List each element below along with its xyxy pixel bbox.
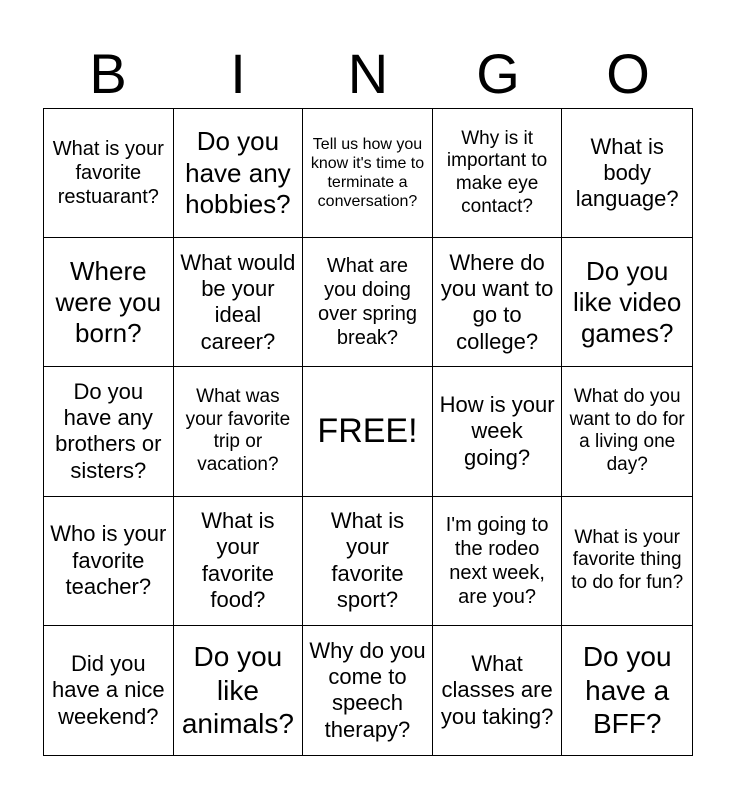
bingo-cell-text: Why do you come to speech therapy? xyxy=(309,637,426,742)
bingo-cell-text: What is your favorite thing to do for fun? xyxy=(571,526,684,594)
bingo-card-grid xyxy=(43,108,693,756)
bingo-cell-text: I'm going to the rodeo next week, are you? xyxy=(445,513,549,608)
header-letter-b: B xyxy=(89,42,127,105)
bingo-cell-text: Where do you want to go to college? xyxy=(440,249,554,354)
bingo-cell-text: What are you doing over spring break? xyxy=(318,255,417,350)
header-letter-g: G xyxy=(476,42,520,105)
free-space-text: FREE! xyxy=(317,412,418,451)
bingo-cell[interactable] xyxy=(433,626,563,755)
bingo-cell[interactable] xyxy=(44,497,174,626)
bingo-cell-text: Do you like video games? xyxy=(572,255,682,348)
bingo-cell[interactable] xyxy=(303,109,433,238)
bingo-cell[interactable] xyxy=(44,626,174,755)
free-space-cell[interactable] xyxy=(303,367,433,496)
bingo-cell-text: What do you want to do for a living one day? xyxy=(569,385,685,476)
bingo-cell-text: Who is your favorite teacher? xyxy=(50,521,167,599)
bingo-cell[interactable] xyxy=(174,367,304,496)
bingo-cell[interactable] xyxy=(433,238,563,367)
bingo-cell[interactable] xyxy=(433,497,563,626)
bingo-cell-text: Do you have any brothers or sisters? xyxy=(55,378,162,483)
bingo-cell[interactable] xyxy=(303,238,433,367)
bingo-cell-text: What was your favorite trip or vacation? xyxy=(185,385,291,476)
bingo-cell[interactable] xyxy=(433,109,563,238)
bingo-cell-text: What is your favorite restuarant? xyxy=(52,138,164,209)
bingo-cell-text: Do you have a BFF? xyxy=(582,641,672,740)
bingo-cell[interactable] xyxy=(174,238,304,367)
bingo-cell-text: What would be your ideal career? xyxy=(180,249,296,354)
bingo-cell[interactable] xyxy=(174,109,304,238)
bingo-cell-text: Why is it important to make eye contact? xyxy=(446,127,548,217)
bingo-cell[interactable] xyxy=(433,367,563,496)
bingo-cell[interactable] xyxy=(562,238,692,367)
bingo-cell-text: Where were you born? xyxy=(55,255,162,348)
bingo-cell[interactable] xyxy=(44,109,174,238)
bingo-cell[interactable] xyxy=(562,109,692,238)
bingo-cell[interactable] xyxy=(44,238,174,367)
bingo-cell[interactable] xyxy=(174,626,304,755)
bingo-cell-text: What classes are you taking? xyxy=(440,650,554,729)
bingo-cell-text: What is your favorite sport? xyxy=(330,507,405,613)
bingo-cell[interactable] xyxy=(562,367,692,496)
bingo-cell[interactable] xyxy=(562,497,692,626)
header-letter-n: N xyxy=(347,42,389,105)
bingo-cell-text: Tell us how you know it's time to terminate a conversation? xyxy=(310,135,425,211)
bingo-cell[interactable] xyxy=(174,497,304,626)
bingo-header xyxy=(43,40,693,108)
bingo-cell[interactable] xyxy=(303,497,433,626)
bingo-cell-text: What is your favorite food? xyxy=(201,507,275,613)
bingo-cell-text: What is body language? xyxy=(575,133,679,212)
header-letter-i: I xyxy=(230,42,246,105)
header-letter-o: O xyxy=(606,42,650,105)
bingo-cell-text: Did you have a nice weekend? xyxy=(52,650,165,729)
bingo-cell[interactable] xyxy=(44,367,174,496)
bingo-cell-text: How is your week going? xyxy=(439,391,555,470)
bingo-cell-text: Do you have any hobbies? xyxy=(185,126,291,219)
bingo-cell[interactable] xyxy=(562,626,692,755)
bingo-cell[interactable] xyxy=(303,626,433,755)
bingo-cell-text: Do you like animals? xyxy=(181,641,294,740)
